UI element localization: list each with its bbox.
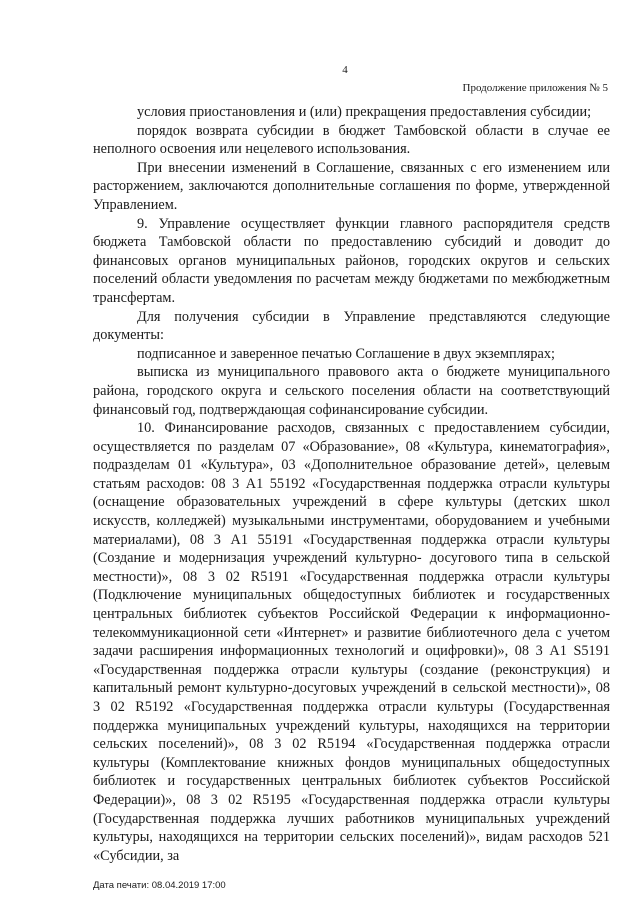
print-date: Дата печати: 08.04.2019 17:00 [93, 880, 226, 891]
paragraph-signed-agreement: подписанное и заверенное печатью Соглашение в двух экземплярах; [137, 345, 555, 362]
paragraph-clause-10: 10. Финансирование расходов, связанных с предоставлением субсидии, осуществляется по разделам 07 «Образование», 08 «Культура, кинематография», подразделам 01 «Культура», 03 «Дополнительное образование детей», целевым статьям расходов: 08 3 A1 55192 «Государственная поддержка отрасли культуры (оснащение образовательных учреждений в сфере культуры (детских школ искусств, колледжей) музыкальными инструментами, оборудованием и учебными материалами), 08 3 A1 55191 «Государственная поддержка отрасли культуры (Создание и модернизация учреждений культурно- досугового типа в сельской местности)», 08 3 02 R5191 «Государственная поддержка отрасли культуры (Подключение муниципальных общедоступных библиотек и государственных центральных библиотек субъектов Российской Федерации к информационно-телекоммуникационной сети «Интернет» и развитие библиотечного дела с учетом задачи расширения информационных технологий и оцифровки)», 08 3 A1 S5191 «Государственная поддержка отрасли культуры (создание (реконструкция) и капитальный ремонт культурно-досуговых учреждений в сельской местности)», 08 3 02 R5192 «Государственная поддержка отрасли культуры (Государственная поддержка муниципальных учреждений культуры, находящихся на территории сельских поселений)», 08 3 02 R5194 «Государственная поддержка отрасли культуры (Комплектование книжных фондов муниципальных общедоступных библиотек и государственных центральных библиотек субъектов Российской Федерации)», 08 3 02 R5195 «Государственная поддержка отрасли культуры (Государственная поддержка лучших работников муниципальных учреждений культуры, находящихся на территории сельских поселений)», видам расходов 521 «Субсидии, за [93, 420, 610, 864]
paragraph-refund-procedure: порядок возврата субсидии в бюджет Тамбовской области в случае ее неполного освоения или нецелевого использования. [93, 122, 610, 158]
page-number: 4 [342, 64, 348, 76]
paragraph-documents-intro: Для получения субсидии в Управление представляются следующие документы: [93, 308, 610, 344]
paragraph-clause-9: 9. Управление осуществляет функции главного распорядителя средств бюджета Тамбовской области по предоставлению субсидий и доводит до финансовых органов муниципальных районов, городских округов и сельских поселений области уведомления по расчетам между бюджетами по межбюджетным трансфертам. [93, 215, 610, 306]
document-body [93, 103, 610, 865]
appendix-continuation-note: Продолжение приложения № 5 [462, 82, 608, 94]
paragraph-amendments: При внесении изменений в Соглашение, связанных с его изменением или расторжением, заключаются дополнительные соглашения по форме, утвержденной Управлением. [93, 159, 610, 213]
paragraph-suspension-conditions: условия приостановления и (или) прекращения предоставления субсидии; [137, 104, 592, 120]
paragraph-budget-extract: выписка из муниципального правового акта о бюджете муниципального района, городского округа и сельского поселения области на соответствующий финансовый год, подтверждающая софинансирование субсидии. [93, 364, 610, 418]
